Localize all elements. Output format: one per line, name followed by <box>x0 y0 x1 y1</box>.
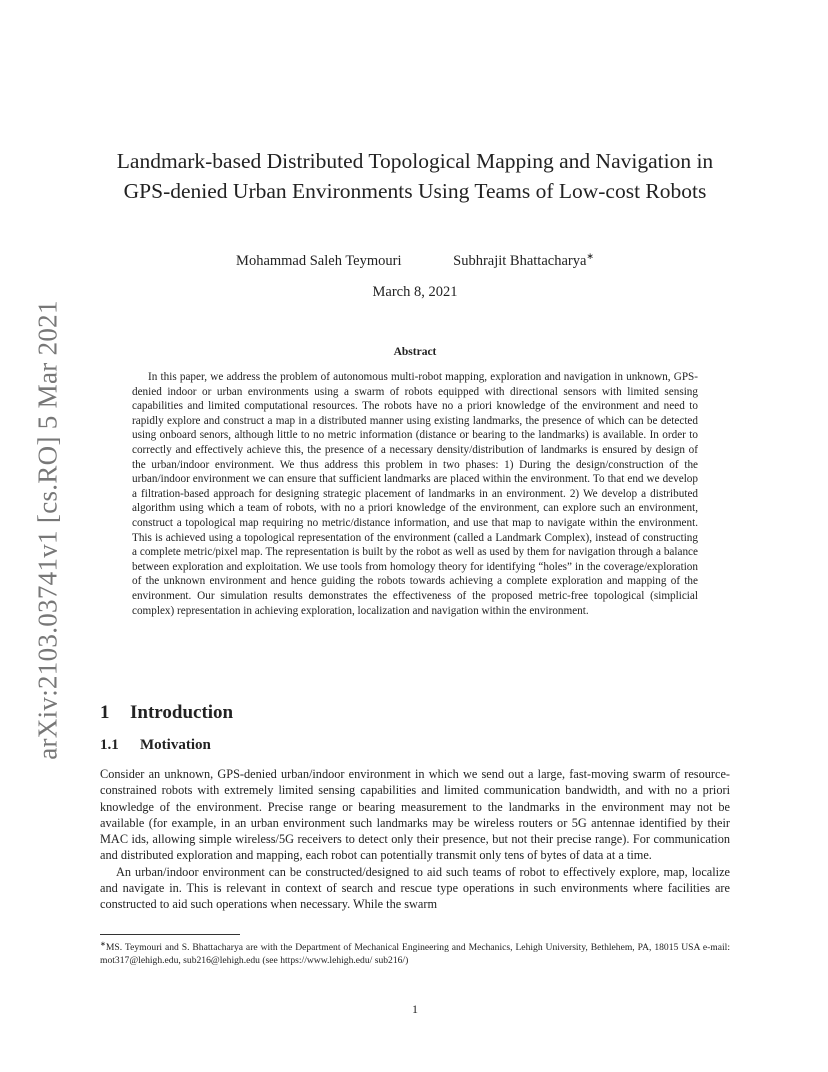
footnote-mark: ∗ <box>100 940 106 948</box>
subsection-title: Motivation <box>140 737 211 753</box>
paper-date: March 8, 2021 <box>372 284 458 300</box>
author-name: Mohammad Saleh Teymouri <box>236 252 402 269</box>
footnote <box>100 938 730 967</box>
subsection-number: 1.1 <box>100 737 119 753</box>
footnote-rule <box>100 934 240 935</box>
author-footnote-mark: ∗ <box>586 251 594 261</box>
author-name: Subhrajit Bhattacharya∗ <box>453 251 594 269</box>
abstract-heading: Abstract <box>393 346 437 358</box>
section-number: 1 <box>100 702 110 723</box>
arxiv-stamp: arXiv:2103.03741v1 [cs.RO] 5 Mar 2021 <box>32 300 63 760</box>
paper-title: Landmark-based Distributed Topological Mapping and Navigation in GPS-denied Urban Environments Using Teams of Low-cost Robots <box>116 149 714 203</box>
section-heading <box>100 702 233 724</box>
section-title: Introduction <box>130 702 234 723</box>
body-text <box>100 766 730 913</box>
paragraph: An urban/indoor environment can be constructed/designed to aid such teams of robot to effectively explore, map, localize and navigate in. This is relevant in context of search and rescue type operations in such environments where facilities are constructed to aid such operations when necessary. While the swarm <box>100 864 730 912</box>
paragraph: Consider an unknown, GPS-denied urban/indoor environment in which we send out a large, fast-moving swarm of resource-constrained robots with extremely limited sensing capabilities and limited communication bandwidth, and with no a priori knowledge of the environment. Precise range or bearing measurement to the landmarks in the environment may not be available (for example, in an urban environment such landmarks may be wireless routers or 5G antennae identified by their MAC ids, allowing simple wireless/5G receivers to detect only their presence, but not their precise range). For communication and distributed exploration and mapping, each robot can potentially transmit only tens of bytes of data at a time. <box>100 767 730 863</box>
author-list <box>100 251 730 270</box>
subsection-heading <box>100 737 211 754</box>
page-number: 1 <box>412 1002 418 1016</box>
abstract-text: In this paper, we address the problem of autonomous multi-robot mapping, exploration and navigation in unknown, GPS-denied indoor or urban environments using a swarm of robots equipped with directional sensors with limited sensing capabilities and limited computational resources. The robots have no a priori knowledge of the environment and need to rapidly explore and construct a map in a distributed manner using existing landmarks, the presence of which can be detected using onboard senors, although little to no metric information (distance or bearing to the landmarks) is available. In order to correctly and effectively achieve this, the presence of a necessary density/distribution of landmarks is ensured by design of the urban/indoor environment. We thus address this problem in two phases: 1) During the design/construction of the urban/indoor environment we can ensure that sufficient landmarks are placed within the environment. To that end we develop a filtration-based approach for designing strategic placement of landmarks in an environment. 2) We develop a distributed algorithm using which a team of robots, with no a priori knowledge of the environment, can explore such an environment, construct a topological map requiring no metric/distance information, and use that map to navigate within the environment. This is achieved using a topological representation of the environment (called a Landmark Complex), instead of constructing a complete metric/pixel map. The representation is built by the robot as well as used by them for navigation through a balance between exploration and exploitation. We use tools from homology theory for identifying “holes” in the coverage/exploration of the unknown environment and hence guiding the robots towards achieving a complete exploration and mapping of the environment. Our simulation results demonstrates the effectiveness of the proposed metric-free topological (simplicial complex) representation in achieving exploration, localization and navigation within the environment. <box>132 371 698 617</box>
footnote-text: MS. Teymouri and S. Bhattacharya are with the Department of Mechanical Engineering and Mechanics, Lehigh University, Bethlehem, PA, 18015 USA e-mail: mot317@lehigh.edu, sub216@lehigh.edu (see https://www.lehigh.edu/ sub216/) <box>100 942 730 967</box>
